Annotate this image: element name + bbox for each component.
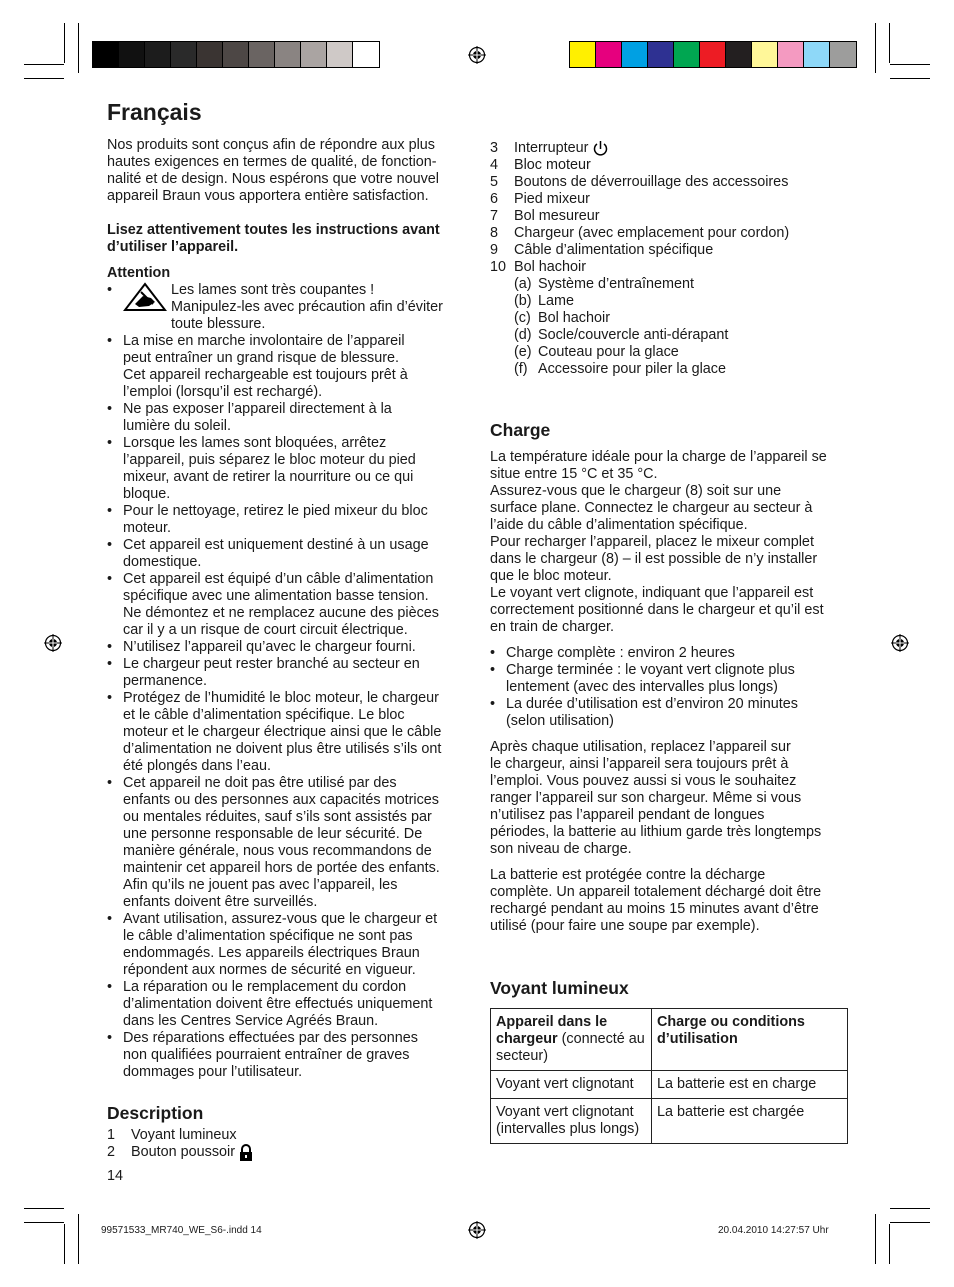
description-item: [107, 1144, 467, 1161]
registration-mark-icon: [468, 1221, 486, 1239]
description-sublist: [490, 276, 855, 378]
list-item-line: lentement (avec des intervalles plus longs): [506, 679, 778, 695]
table-cell: Voyant vert clignotant: [491, 1071, 652, 1099]
list-item-line: • Le chargeur peut rester branché au secteur en: [123, 656, 420, 672]
list-item-line: • Cet appareil est équipé d’un câble d’alimentation: [123, 571, 434, 587]
registration-mark-icon: [891, 634, 909, 652]
color-swatch: [353, 42, 379, 67]
registration-mark-icon: [468, 46, 486, 64]
description-subitem: [490, 361, 855, 378]
table-row: [491, 1099, 848, 1144]
item-number: 2: [107, 1144, 116, 1160]
crop-mark: [24, 1208, 64, 1209]
list-item-line: • La réparation ou le remplacement du cordon: [123, 979, 407, 995]
list-item-line: maintenir cet appareil hors de portée des enfants.: [123, 860, 440, 876]
description-item: [490, 242, 855, 259]
list-item-line: • Lorsque les lames sont bloquées, arrêtez: [123, 435, 387, 451]
table-row: [491, 1071, 848, 1099]
charge-paragraph-3: [490, 867, 855, 935]
charge-line: ranger l’appareil sur son chargeur. Même si vous: [490, 790, 802, 806]
power-icon: [592, 140, 609, 157]
color-swatch: [197, 42, 223, 67]
description-subitem: [490, 276, 855, 293]
list-item: [107, 333, 467, 401]
charge-line: surface plane. Connectez le chargeur au secteur à: [490, 500, 813, 516]
list-item-line: • Charge complète : environ 2 heures: [506, 645, 735, 661]
footer-timestamp: 20.04.2010 14:27:57 Uhr: [718, 1225, 829, 1236]
crop-mark: [64, 1224, 65, 1264]
list-item-line: endommagés. Les appareils électriques Braun: [123, 945, 420, 961]
warning-line: Lisez attentivement toutes les instructions avant: [107, 222, 440, 238]
item-letter: (d): [514, 327, 532, 343]
item-label: Bol hachoir: [514, 259, 586, 275]
list-item-line: manière générale, nous vous recommandons de: [123, 843, 432, 859]
list-item-line: car il y a un risque de court circuit électrique.: [123, 622, 408, 638]
crop-mark: [78, 23, 79, 73]
crop-mark: [24, 78, 64, 79]
list-item-line: été plongés dans l’eau.: [123, 758, 272, 774]
list-item-line: répondent aux normes de sécurité en vigueur.: [123, 962, 416, 978]
charge-line: l’emploi. Vous pouvez aussi si vous le souhaitez: [490, 773, 797, 789]
registration-mark-icon: [44, 634, 62, 652]
list-item-line: Afin qu’ils ne jouent pas avec l’appareil, les: [123, 877, 398, 893]
charge-line: que le bloc moteur.: [490, 568, 612, 584]
charge-bullet-list: [490, 645, 855, 730]
charge-line: La température idéale pour la charge de l’appareil se: [490, 449, 827, 465]
list-item-line: non qualifiées pourraient entraîner de graves: [123, 1047, 410, 1063]
color-swatch: [145, 42, 171, 67]
item-label: Système d’entraînement: [538, 276, 694, 292]
list-item-line: domestique.: [123, 554, 202, 570]
charge-line: utilisé (pour faire une soupe par exemple).: [490, 918, 760, 934]
item-label: Bol mesureur: [514, 208, 600, 224]
description-list-right: [490, 140, 855, 276]
color-swatch: [830, 42, 856, 67]
crop-mark: [24, 64, 64, 65]
list-item-line: enfants ou des personnes aux capacités motrices: [123, 792, 439, 808]
item-label: Couteau pour la glace: [538, 344, 679, 360]
charge-line: situe entre 15 °C et 35 °C.: [490, 466, 658, 482]
list-item-line: enfants doivent être surveillés.: [123, 894, 318, 910]
left-column: [107, 137, 467, 1161]
item-number: 5: [490, 174, 499, 190]
item-label: Interrupteur: [514, 140, 589, 156]
list-item-line: • Charge terminée : le voyant vert clignote plus: [506, 662, 795, 678]
charge-line: Pour recharger l’appareil, placez le mixeur complet: [490, 534, 814, 550]
blade-warning-line: toute blessure.: [171, 316, 266, 332]
table-cell: Voyant vert clignotant (intervalles plus longs): [491, 1099, 652, 1144]
list-item: [107, 401, 467, 435]
color-swatch: [804, 42, 830, 67]
list-item-line: dans les Centres Service Agréés Braun.: [123, 1013, 379, 1029]
grayscale-color-bar: [92, 41, 380, 68]
blade-warning-line: Manipulez-les avec précaution afin d’éviter: [171, 299, 443, 315]
list-item-line: • La mise en marche involontaire de l’appareil: [123, 333, 405, 349]
blade-warning-icon: [123, 282, 167, 312]
color-swatch: [700, 42, 726, 67]
crop-mark: [890, 1222, 930, 1223]
color-swatch: [327, 42, 353, 67]
item-number: 4: [490, 157, 499, 173]
charge-line: Après chaque utilisation, replacez l’appareil sur: [490, 739, 791, 755]
crop-mark: [875, 23, 876, 73]
color-swatch: [119, 42, 145, 67]
charge-line: le chargeur, ainsi l’appareil sera toujours prêt à: [490, 756, 789, 772]
intro-line: Nos produits sont conçus afin de répondre aux plus: [107, 137, 435, 153]
charge-line: périodes, la batterie au lithium garde très longtemps: [490, 824, 822, 840]
crop-mark: [64, 23, 65, 63]
list-item-line: l’appareil, puis séparez le bloc moteur du pied: [123, 452, 416, 468]
list-item-line: • Pour le nettoyage, retirez le pied mixeur du bloc: [123, 503, 428, 519]
blade-warning-text: [171, 282, 443, 333]
list-item-line: ou mentales réduites, sauf s’ils sont assistés par: [123, 809, 432, 825]
table-header-rest: (connecté au secteur): [496, 1031, 645, 1064]
description-list-left: [107, 1127, 467, 1161]
item-label: Chargeur (avec emplacement pour cordon): [514, 225, 790, 241]
color-swatch: [275, 42, 301, 67]
item-label: Lame: [538, 293, 574, 309]
list-item-line: • Protégez de l’humidité le bloc moteur, le chargeur: [123, 690, 439, 706]
table-header-bold: Appareil dans le chargeur: [496, 1014, 608, 1047]
description-item: [490, 157, 855, 174]
list-item-line: une personne responsable de leur sécurité. De: [123, 826, 423, 842]
list-item: [490, 645, 855, 662]
list-item: [107, 435, 467, 503]
list-item-line: d’alimentation ne doivent plus être utilisés s’ils ont: [123, 741, 442, 757]
table-header-cell: [491, 1009, 652, 1071]
crop-mark: [890, 64, 930, 65]
item-letter: (e): [514, 344, 532, 360]
description-subitem: [490, 310, 855, 327]
crop-mark: [24, 1222, 64, 1223]
crop-mark: [875, 1214, 876, 1264]
list-item-line: lumière du soleil.: [123, 418, 231, 434]
charge-line: correctement positionné dans le chargeur et qu’il est: [490, 602, 824, 618]
list-item-line: Cet appareil rechargeable est toujours prêt à: [123, 367, 408, 383]
color-swatch: [726, 42, 752, 67]
charge-line: l’aide du câble d’alimentation spécifique.: [490, 517, 748, 533]
charge-paragraph-1: [490, 449, 855, 636]
blade-warning-line: Les lames sont très coupantes !: [171, 282, 375, 298]
charge-line: Assurez-vous que le chargeur (8) soit sur une: [490, 483, 782, 499]
item-label: Pied mixeur: [514, 191, 590, 207]
list-item-line: moteur et le chargeur électrique ainsi que le câble: [123, 724, 442, 740]
color-swatch: [223, 42, 249, 67]
list-item: [490, 696, 855, 730]
charge-paragraph-2: [490, 739, 855, 858]
color-swatch: [674, 42, 700, 67]
charge-heading: Charge: [490, 420, 551, 440]
list-item: [490, 662, 855, 696]
item-label: Accessoire pour piler la glace: [538, 361, 726, 377]
color-swatch: [171, 42, 197, 67]
charge-line: La batterie est protégée contre la décharge: [490, 867, 766, 883]
item-number: 1: [107, 1127, 116, 1143]
color-swatch: [752, 42, 778, 67]
list-item: [107, 911, 467, 979]
color-swatch: [778, 42, 804, 67]
list-item: [107, 775, 467, 911]
footer-file-info: 99571533_MR740_WE_S6-.indd 14: [101, 1225, 262, 1236]
page-number: 14: [107, 1168, 124, 1184]
crop-mark: [890, 78, 930, 79]
safety-bullet-list: [107, 333, 467, 1081]
description-heading: Description: [107, 1103, 204, 1123]
list-item: [107, 537, 467, 571]
description-subitem: [490, 344, 855, 361]
list-item-line: spécifique avec une alimentation basse tension.: [123, 588, 429, 604]
color-swatch: [301, 42, 327, 67]
list-item: [107, 571, 467, 639]
list-item: [107, 979, 467, 1030]
list-item: [107, 656, 467, 690]
list-item-line: dommages pour l’utilisateur.: [123, 1064, 303, 1080]
item-letter: (b): [514, 293, 532, 309]
voyant-heading: Voyant lumineux: [490, 978, 629, 998]
color-swatch: [622, 42, 648, 67]
item-label: Bol hachoir: [538, 310, 610, 326]
intro-paragraph: [107, 137, 467, 205]
list-item-line: permanence.: [123, 673, 207, 689]
list-item: [107, 1030, 467, 1081]
list-item-line: mixeur, avant de retirer la nourriture ou ce qui: [123, 469, 414, 485]
list-item-line: le câble d’alimentation spécifique ne sont pas: [123, 928, 413, 944]
item-number: 10: [490, 259, 507, 275]
item-number: 3: [490, 140, 499, 156]
color-swatch: [596, 42, 622, 67]
list-item-line: d’alimentation doivent être effectués uniquement: [123, 996, 433, 1012]
description-item: [490, 259, 855, 276]
list-item: [107, 639, 467, 656]
page-title: Français: [107, 99, 202, 125]
list-item-line: • La durée d’utilisation est d’environ 20 minutes: [506, 696, 798, 712]
table-header-row: [491, 1009, 848, 1071]
item-label: Câble d’alimentation spécifique: [514, 242, 714, 258]
process-color-bar: [569, 41, 857, 68]
item-label: Boutons de déverrouillage des accessoires: [514, 174, 789, 190]
item-number: 7: [490, 208, 499, 224]
charge-line: son niveau de charge.: [490, 841, 632, 857]
item-label: Voyant lumineux: [131, 1127, 237, 1143]
blade-warning: • Les lames sont très coupantes ! Manipulez-les avec précaution afin d’éviter toute blessure.: [107, 282, 443, 332]
crop-mark: [889, 23, 890, 63]
item-label: Socle/couvercle anti-dérapant: [538, 327, 729, 343]
list-item-line: • Des réparations effectuées par des personnes: [123, 1030, 418, 1046]
table-cell: La batterie est chargée: [652, 1099, 848, 1144]
list-item-line: • Cet appareil est uniquement destiné à un usage: [123, 537, 429, 553]
list-item-line: • Cet appareil ne doit pas être utilisé par des: [123, 775, 397, 791]
list-item-line: moteur.: [123, 520, 171, 536]
intro-line: hautes exigences en termes de qualité, de fonction-: [107, 154, 437, 170]
item-number: 8: [490, 225, 499, 241]
description-item: [490, 174, 855, 191]
list-item-line: • Avant utilisation, assurez-vous que le chargeur et: [123, 911, 438, 927]
description-subitem: [490, 293, 855, 310]
item-number: 9: [490, 242, 499, 258]
list-item-line: bloque.: [123, 486, 171, 502]
color-swatch: [648, 42, 674, 67]
description-item: [107, 1127, 467, 1144]
color-swatch: [570, 42, 596, 67]
description-item: [490, 140, 855, 157]
warning-line: d’utiliser l’appareil.: [107, 239, 239, 255]
warning-paragraph: [107, 222, 467, 256]
description-item: [490, 191, 855, 208]
description-item: [490, 225, 855, 242]
attention-heading: Attention: [107, 265, 171, 281]
item-letter: (f): [514, 361, 528, 377]
table-header-cell: Charge ou conditions d’utilisation: [652, 1009, 848, 1071]
item-label: Bouton poussoir: [131, 1144, 236, 1160]
list-item-line: l’emploi (lorsqu’il est rechargé).: [123, 384, 323, 400]
intro-line: appareil Braun vous apportera entière satisfaction.: [107, 188, 429, 204]
intro-line: nalité et de design. Nous espérons que votre nouvel: [107, 171, 440, 187]
description-subitem: [490, 327, 855, 344]
list-item-line: • N’utilisez l’appareil qu’avec le chargeur fourni.: [123, 639, 416, 655]
list-item-line: (selon utilisation): [506, 713, 614, 729]
item-label: Bloc moteur: [514, 157, 591, 173]
crop-mark: [78, 1214, 79, 1264]
charge-line: dans le chargeur (8) – il est possible de n’y installer: [490, 551, 818, 567]
lock-icon: [239, 1144, 253, 1161]
item-number: 6: [490, 191, 499, 207]
color-swatch: [249, 42, 275, 67]
list-item-line: peut entraîner un grand risque de blessure.: [123, 350, 400, 366]
description-item: [490, 208, 855, 225]
list-item: [107, 503, 467, 537]
item-letter: (c): [514, 310, 531, 326]
list-item-line: Ne démontez et ne remplacez aucune des pièces: [123, 605, 439, 621]
crop-mark: [890, 1208, 930, 1209]
color-swatch: [93, 42, 119, 67]
crop-mark: [889, 1224, 890, 1264]
charge-line: n’utilisez pas l’appareil pendant de longues: [490, 807, 765, 823]
right-column: [490, 140, 855, 1144]
charge-line: Le voyant vert clignote, indiquant que l’appareil est: [490, 585, 814, 601]
indicator-table: [490, 1008, 848, 1144]
item-letter: (a): [514, 276, 532, 292]
charge-line: rechargé pendant au moins 15 minutes avant d’être: [490, 901, 819, 917]
table-cell: La batterie est en charge: [652, 1071, 848, 1099]
list-item-line: et le câble d’alimentation spécifique. Le bloc: [123, 707, 405, 723]
list-item: [107, 690, 467, 775]
list-item-line: • Ne pas exposer l’appareil directement à la: [123, 401, 392, 417]
charge-line: en train de charger.: [490, 619, 614, 635]
charge-line: complète. Un appareil totalement déchargé doit être: [490, 884, 822, 900]
